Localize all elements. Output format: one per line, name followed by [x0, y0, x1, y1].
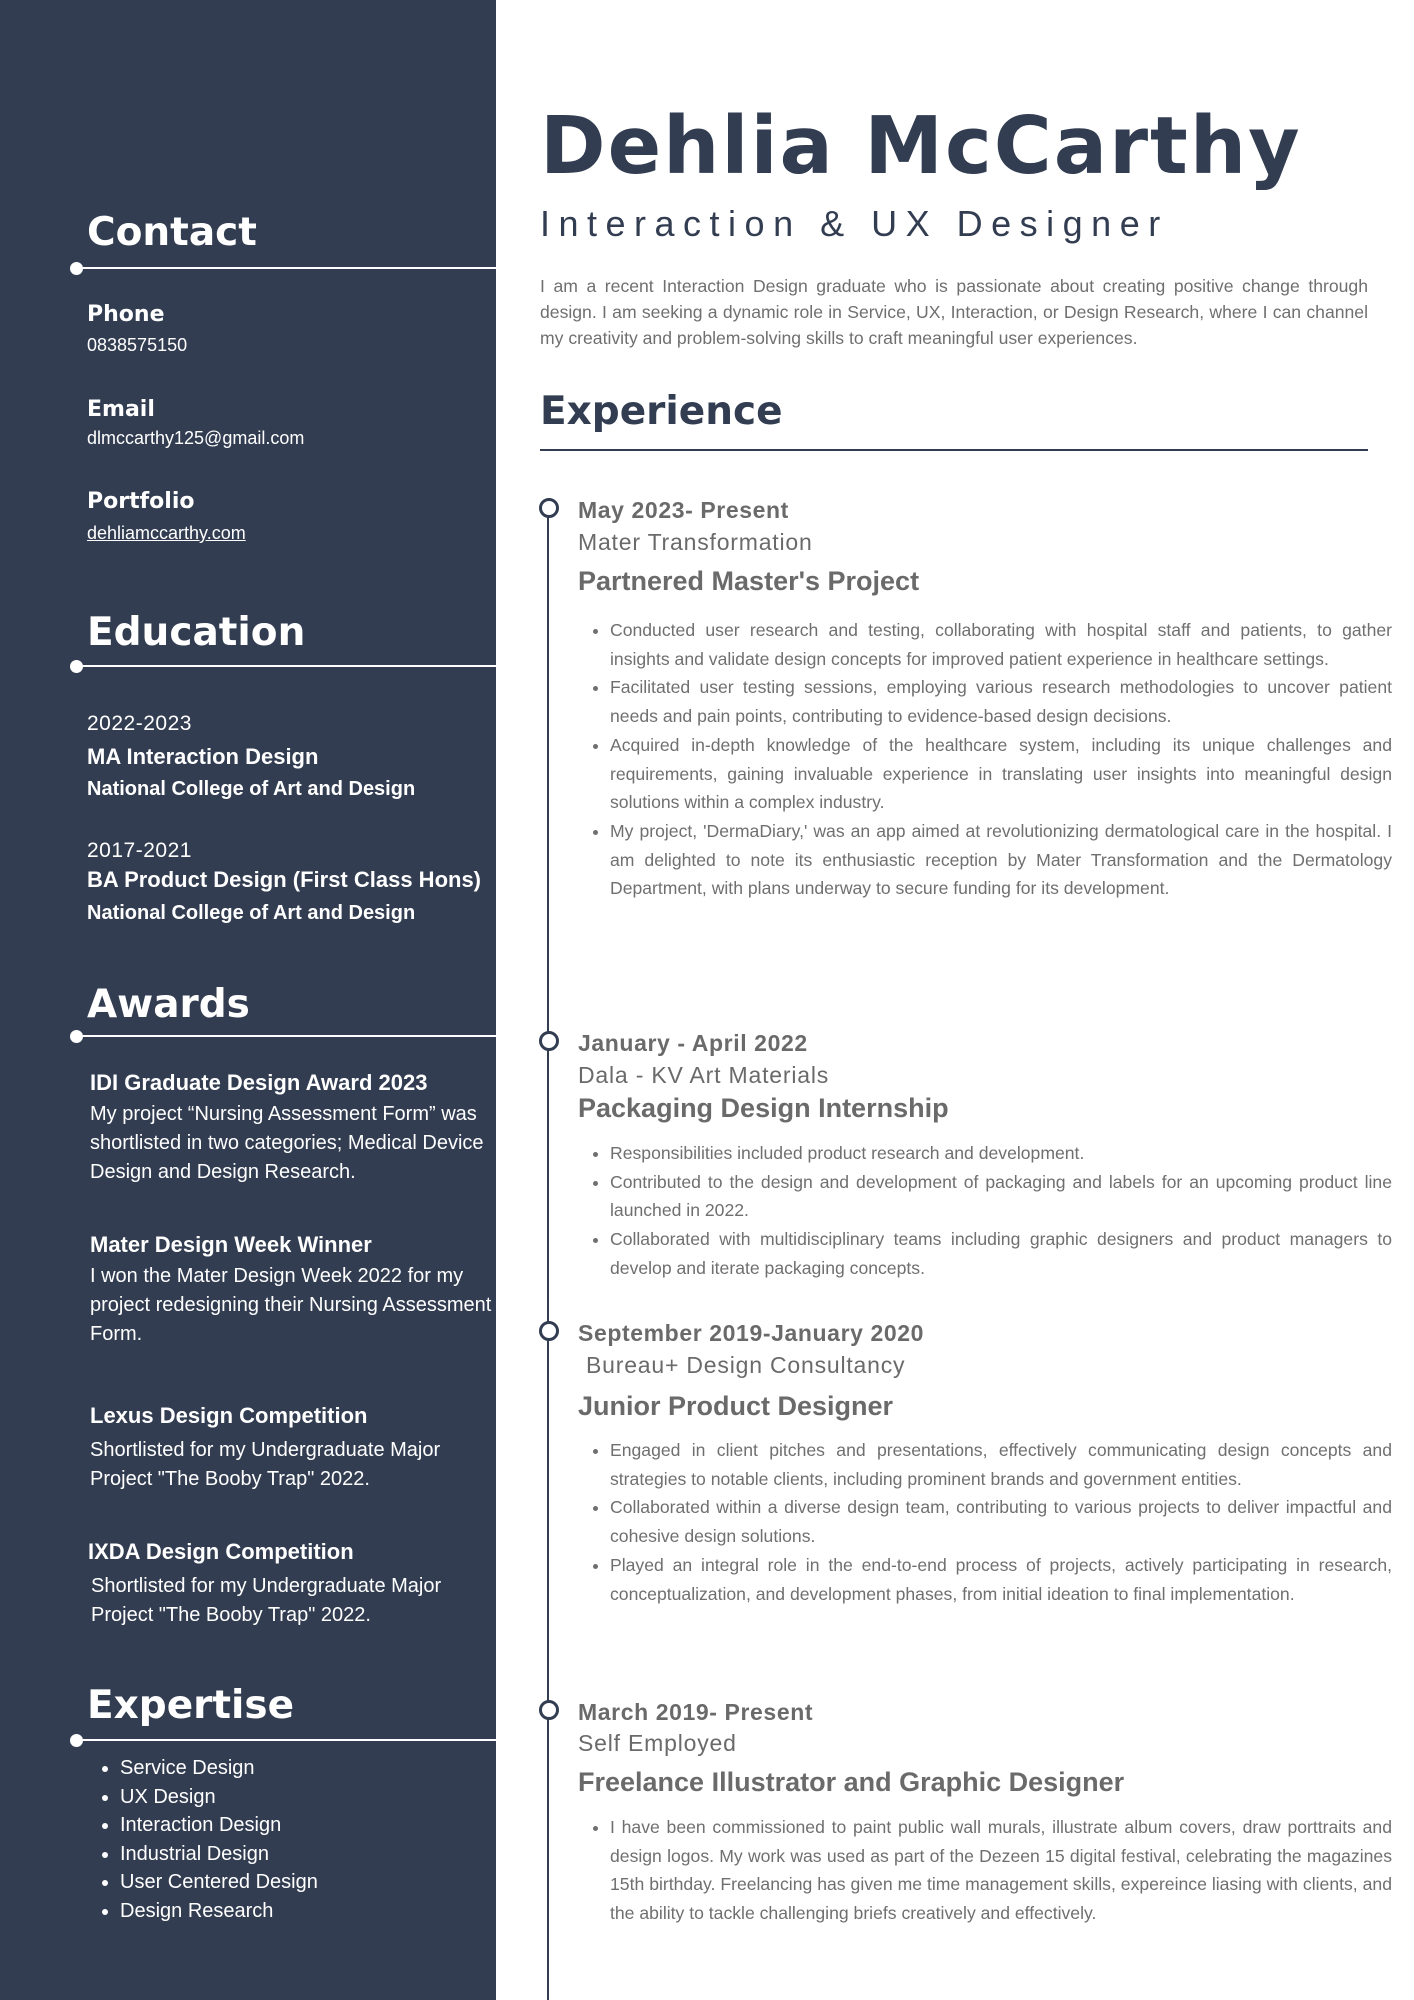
list-item: • Collaborated with multidisciplinary teams including graphic designers and product managers to develop and iterate packaging concepts. [610, 1225, 1392, 1282]
phone-value: 0838575150 [87, 335, 188, 355]
expertise-rule [76, 1739, 496, 1741]
list-item: • My project, 'DermaDiary,' was an app aimed at revolutionizing dermatological care in the hospital. I am delighted to note its enthusiastic reception by Mater Transformation and the Dermatology Department, with plans underway to secure funding for its development. [610, 817, 1392, 903]
job-bullets [582, 616, 1392, 903]
list-item: • Responsibilities included product research and development. [610, 1139, 1392, 1168]
job-date: March 2019- Present [578, 1699, 814, 1725]
job-company: Bureau+ Design Consultancy [586, 1352, 906, 1378]
page-title: Dehlia McCarthy [540, 100, 1302, 192]
expertise-list [92, 1754, 318, 1926]
job-date: September 2019-January 2020 [578, 1320, 925, 1346]
email-value[interactable]: dlmccarthy125@gmail.com [87, 428, 305, 448]
job-company: Dala - KV Art Materials [578, 1062, 830, 1088]
contact-heading: Contact [87, 210, 257, 255]
timeline-node [539, 1700, 559, 1720]
list-item: • Design Research [120, 1897, 318, 1926]
education-heading: Education [87, 610, 306, 655]
job-title: Junior Product Designer [578, 1391, 894, 1421]
experience-heading: Experience [540, 389, 783, 434]
portfolio-label: Portfolio [87, 489, 195, 514]
job-date: January - April 2022 [578, 1030, 808, 1056]
list-item: • UX Design [120, 1783, 318, 1812]
job-title: Freelance Illustrator and Graphic Designer [578, 1767, 1125, 1797]
timeline-node [539, 1031, 559, 1051]
education-degree: BA Product Design (First Class Hons) [87, 867, 482, 892]
job-title: Partnered Master's Project [578, 566, 920, 596]
job-role: Interaction & UX Designer [540, 203, 1169, 244]
award-title: Lexus Design Competition [90, 1403, 368, 1428]
contact-rule [76, 267, 496, 269]
list-item: • Acquired in-depth knowledge of the healthcare system, including its unique challenges and requirements, gaining invaluable experience in translating user insights into meaningful design solutions within a complex industry. [610, 731, 1392, 817]
list-item: • I have been commissioned to paint public wall murals, illustrate album covers, draw porttraits and design logos. My work was used as part of the Dezeen 15 digital festival, celebrating the magazines 15th birthday. Freelancing has given me time management skills, expereince liasing with clients, and the ability to tackle challenging briefs creatively and effectively. [610, 1813, 1392, 1928]
education-rule [76, 665, 496, 667]
list-item: • Contributed to the design and development of packaging and labels for an upcoming product line launched in 2022. [610, 1168, 1392, 1225]
awards-heading: Awards [87, 982, 250, 1027]
job-date: May 2023- Present [578, 497, 789, 523]
awards-rule [76, 1035, 496, 1037]
award-title: Mater Design Week Winner [90, 1232, 372, 1257]
education-school: National College of Art and Design [87, 902, 416, 924]
timeline-node [539, 1321, 559, 1341]
award-description: I won the Mater Design Week 2022 for my project redesigning their Nursing Assessment Form. [90, 1265, 492, 1345]
timeline-line [547, 508, 549, 2000]
expertise-heading: Expertise [87, 1683, 295, 1728]
job-company: Mater Transformation [578, 529, 813, 555]
award-description: My project “Nursing Assessment Form” was shortlisted in two categories; Medical Device Design and Design Research. [90, 1103, 484, 1183]
list-item: • Played an integral role in the end-to-end process of projects, actively participating in research, conceptualization, and development phases, from initial ideation to final implementation. [610, 1551, 1392, 1608]
list-item: • Collaborated within a diverse design team, contributing to various projects to deliver impactful and cohesive design solutions. [610, 1493, 1392, 1550]
award-title: IDI Graduate Design Award 2023 [90, 1070, 428, 1095]
list-item: • User Centered Design [120, 1868, 318, 1897]
experience-rule [540, 449, 1368, 451]
job-bullets [582, 1813, 1392, 1928]
education-years: 2017-2021 [87, 839, 192, 862]
education-years: 2022-2023 [87, 712, 192, 735]
job-bullets [582, 1436, 1392, 1608]
summary-text: I am a recent Interaction Design graduate who is passionate about creating positive change through design. I am seeking a dynamic role in Service, UX, Interaction, or Design Research, where I can channel my creativity and problem-solving skills to craft meaningful user experiences. [540, 276, 1368, 348]
award-description: Shortlisted for my Undergraduate Major Project "The Booby Trap" 2022. [90, 1439, 441, 1490]
list-item: • Industrial Design [120, 1840, 318, 1869]
sidebar [0, 0, 496, 2000]
timeline-node [539, 498, 559, 518]
job-bullets [582, 1139, 1392, 1283]
education-school: National College of Art and Design [87, 778, 416, 800]
list-item: • Service Design [120, 1754, 318, 1783]
job-title: Packaging Design Internship [578, 1093, 949, 1123]
education-degree: MA Interaction Design [87, 744, 319, 769]
email-label: Email [87, 397, 155, 422]
list-item: • Engaged in client pitches and presentations, effectively communicating design concepts and strategies to notable clients, including prominent brands and government entities. [610, 1436, 1392, 1493]
phone-label: Phone [87, 302, 165, 327]
list-item: • Conducted user research and testing, collaborating with hospital staff and patients, to gather insights and validate design concepts for improved patient experience in healthcare settings. [610, 616, 1392, 673]
award-description: Shortlisted for my Undergraduate Major Project "The Booby Trap" 2022. [91, 1575, 442, 1626]
list-item: • Facilitated user testing sessions, employing various research methodologies to uncover patient needs and pain points, contributing to evidence-based design decisions. [610, 673, 1392, 730]
portfolio-link[interactable]: dehliamccarthy.com [87, 523, 246, 543]
award-title: IXDA Design Competition [88, 1539, 354, 1564]
list-item: • Interaction Design [120, 1811, 318, 1840]
job-company: Self Employed [578, 1730, 737, 1756]
